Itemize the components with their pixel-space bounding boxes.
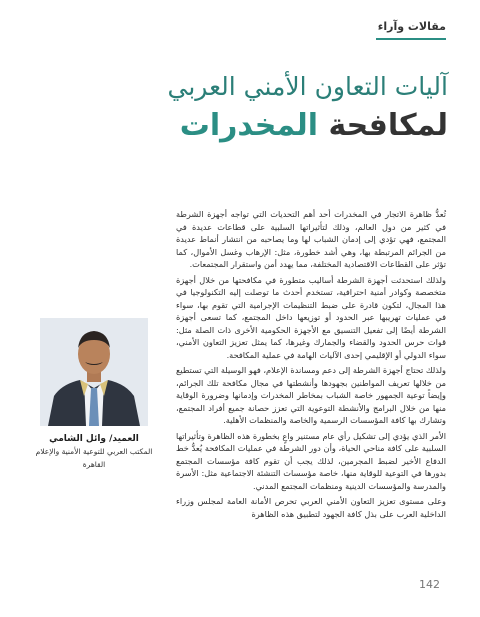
- article-paragraph: وعلى مستوى تعزيز التعاون الأمني العربي تحرص الأمانة العامة لمجلس وزراء الداخلية العرب على بذل كافة الجهود لتطبيق هذه الظاهرة: [176, 496, 446, 519]
- author-city: القاهرة: [82, 460, 106, 469]
- article-paragraph: تُعدُّ ظاهرة الاتجار في المخدرات أحد أهم التحديات التي تواجه أجهزة الشرطة في كثير من دول العالم، وذلك لتأثيراتها السلبية على قطاعات عديدة في المجتمع، فهي تؤدي إلى إدمان الشباب لها وما يصاحبه من انتشار أنماط عديدة من الجرائم المرتبطة بها، وهي أشد خطورة، مثل: الإرهاب وغسل الأموال، كما تؤثر على القطاعات الاقتصادية المختلفة، مما يهدد أمن واستقرار المجتمعات.: [176, 209, 446, 269]
- title-word-for-combating: لمكافحة: [328, 108, 448, 143]
- author-photo: [40, 318, 148, 426]
- article-title-line1: آليات التعاون الأمني العربي: [167, 72, 448, 101]
- article-paragraph: ولذلك استحدثت أجهزة الشرطة أساليب متطورة في مكافحتها من خلال أجهزة متخصصة وكوادر أمنية احترافية، تستخدم أحدث ما توصلت إليه التكنولوجيا في هذا المجال، لتكون قادرة على ضبط التنظيمات الإجرامية التي تقوم بها، سواء في عمليات تهريبها عبر الحدود أو توزيعها داخل المجتمع، كما تسعى أجهزة الشرطة أيضًا إلى تفعيل التنسيق مع الأجهزة الحكومية الأخرى ذات الصلة مثل: قوات حرس الحدود والقضاء والجمارك وغيرها، كما يمثل تعزيز التعاون الأمني، سواء الدولي أو الإقليمي إحدى الآليات الهامة في عملية المكافحة.: [176, 274, 446, 360]
- article-paragraph: ولذلك تحتاج أجهزة الشرطة إلى دعم ومساندة الإعلام، فهو الوسيلة التي تستطيع من خلالها تعريف المواطنين بجهودها وأنشطتها في مجال مكافحة تلك الجرائم، وإيضاً توعية الجمهور خاصة الشباب بمخاطر المخدرات وإدمانها وضرورة الوقاية منها من خلال البرامج والأنشطة التوعوية التي تعزز حصانة جميع أفراد المجتمع، وتشارك بها كافة المؤسسات الرسمية والخاصة والمنظمات الأهلية.: [175, 365, 446, 425]
- page-number: 142: [419, 578, 440, 591]
- title-word-drugs: المخدرات: [179, 108, 318, 143]
- author-name: العميد/ وائل الشامي: [49, 434, 139, 444]
- article-body: [176, 208, 446, 523]
- article-paragraph: الأمر الذي يؤدي إلى تشكيل رأي عام مستنير واعٍ بخطورة هذه الظاهرة وتأثيراتها السلبية على كافة مناحي الحياة، وأن دور الشرطة في عمليات المكافحة يُعدُّ خط الدفاع الأخير لضبط المجرمين، لذلك يجب أن تقوم كافة مؤسسات المجتمع بدورها في التوعية للوقاية منها، خاصة مؤسسات التنشئة الاجتماعية مثل: الأسرة والمدرسة والمؤسسات الدينية ومنظمات المجتمع المدني.: [176, 430, 446, 491]
- author-org: المكتب العربي للتوعية الأمنية والإعلام: [35, 447, 153, 456]
- section-label: مقالات وآراء: [377, 20, 446, 33]
- section-underline: [376, 38, 446, 40]
- article-title-line2: [20, 108, 448, 143]
- author-block: [34, 434, 154, 470]
